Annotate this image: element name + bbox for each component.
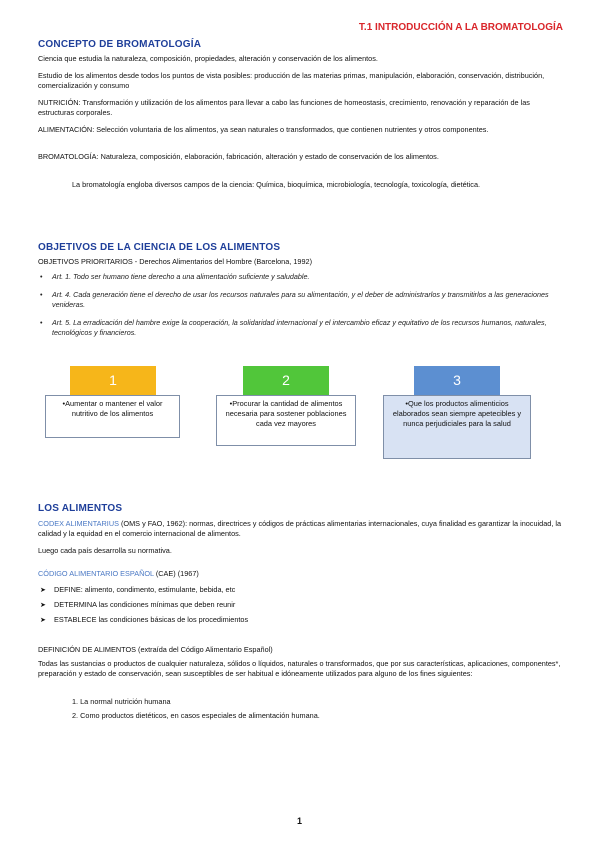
paragraph-alimentacion: ALIMENTACIÓN: Selección voluntaria de los alimentos, ya sean naturales o transformados, que contienen nutrientes y otros componentes. (38, 125, 489, 134)
paragraph-cae: CÓDIGO ALIMENTARIO ESPAÑOL (CAE) (1967) (38, 569, 199, 578)
paragraph-nutricion: NUTRICIÓN: Transformación y utilización de los alimentos para llevar a cabo las funciones de homeostasis, crecimiento, renovación y reparación de las estructuras corporales. (38, 98, 530, 117)
objective-number-3: 3 (414, 366, 500, 395)
bullet-item: • Art. 4. Cada generación tiene el derecho de usar los recursos naturales para su alimentación, y el deber de administrarlos y transmitirlos a las generaciones venideras. (40, 290, 549, 309)
paragraph-bromatologia: BROMATOLOGÍA: Naturaleza, composición, elaboración, fabricación, alteración y estado de conservación de los alimentos. (38, 152, 439, 161)
paragraph-normativa: Luego cada país desarrolla su normativa. (38, 546, 172, 555)
objective-card-1: •Aumentar o mantener el valor nutritivo de los alimentos (45, 395, 180, 438)
list-item: 1. La normal nutrición humana (72, 697, 171, 706)
paragraph-definicion: Ciencia que estudia la naturaleza, composición, propiedades, alteración y conservación de los alimentos. (38, 54, 378, 63)
arrow-item: ➤ ESTABLECE las condiciones básicas de los procedimientos (40, 615, 249, 624)
bullet-item: • Art. 5. La erradicación del hambre exige la cooperación, la solidaridad internacional y el intercambio eficaz y equitativo de los recursos humanos, naturales, tecnológicos y financieros. (40, 318, 547, 337)
paragraph-codex: CODEX ALIMENTARIUS (OMS y FAO, 1962): normas, directrices y códigos de prácticas alimentarias internacionales, cuya finalidad es garantizar la inocuidad, la calidad y la equidad en el comercio internacional de alimentos. (38, 519, 562, 538)
bullet-item: • Art. 1. Todo ser humano tiene derecho a una alimentación suficiente y saludable. (40, 272, 310, 281)
arrow-item: ➤ DETERMINA las condiciones mínimas que deben reunir (40, 600, 236, 609)
objective-card-3: •Que los productos alimenticios elaborados sean siempre apetecibles y nunca perjudiciales para la salud (383, 395, 531, 459)
paragraph-definicion-alimentos: Todas las sustancias o productos de cualquier naturaleza, sólidos o líquidos, naturales o transformados, que por sus características, aplicaciones, componentes*, preparación y estado de conservación, sean susceptibles de ser habitual e idóneamente utilizados para alguno de los fines siguientes: (38, 659, 561, 678)
arrow-icon: ➤ (40, 617, 46, 624)
codex-name: CODEX ALIMENTARIUS (38, 519, 119, 528)
paragraph-estudio: Estudio de los alimentos desde todos los puntos de vista posibles: producción de las materias primas, manipulación, elaboración, conservación, distribución, comercialización y consumo (38, 71, 545, 90)
paragraph-campos: La bromatología engloba diversos campos de la ciencia: Química, bioquímica, microbiología, tecnología, toxicología, dietética. (72, 180, 481, 189)
section-title-objetivos: OBJETIVOS DE LA CIENCIA DE LOS ALIMENTOS (38, 242, 281, 253)
objective-number-2: 2 (243, 366, 329, 395)
cae-name: CÓDIGO ALIMENTARIO ESPAÑOL (38, 569, 154, 578)
section-title-alimentos: LOS ALIMENTOS (38, 503, 123, 514)
chapter-header: T.1 INTRODUCCIÓN A LA BROMATOLOGÍA (358, 22, 563, 33)
arrow-icon: ➤ (40, 587, 46, 594)
objective-card-2: •Procurar la cantidad de alimentos necesaria para sostener poblaciones cada vez mayores (216, 395, 356, 446)
objetivos-subtitle: OBJETIVOS PRIORITARIOS - Derechos Alimentarios del Hombre (Barcelona, 1992) (38, 257, 312, 266)
arrow-icon: ➤ (40, 602, 46, 609)
arrow-item: ➤ DEFINE: alimento, condimento, estimulante, bebida, etc (40, 585, 236, 594)
objective-number-1: 1 (70, 366, 156, 395)
list-item: 2. Como productos dietéticos, en casos especiales de alimentación humana. (72, 711, 320, 720)
definicion-title: DEFINICIÓN DE ALIMENTOS (extraída del Código Alimentario Español) (38, 645, 273, 654)
page-number: 1 (296, 816, 302, 826)
section-title-concepto: CONCEPTO DE BROMATOLOGÍA (38, 39, 202, 50)
